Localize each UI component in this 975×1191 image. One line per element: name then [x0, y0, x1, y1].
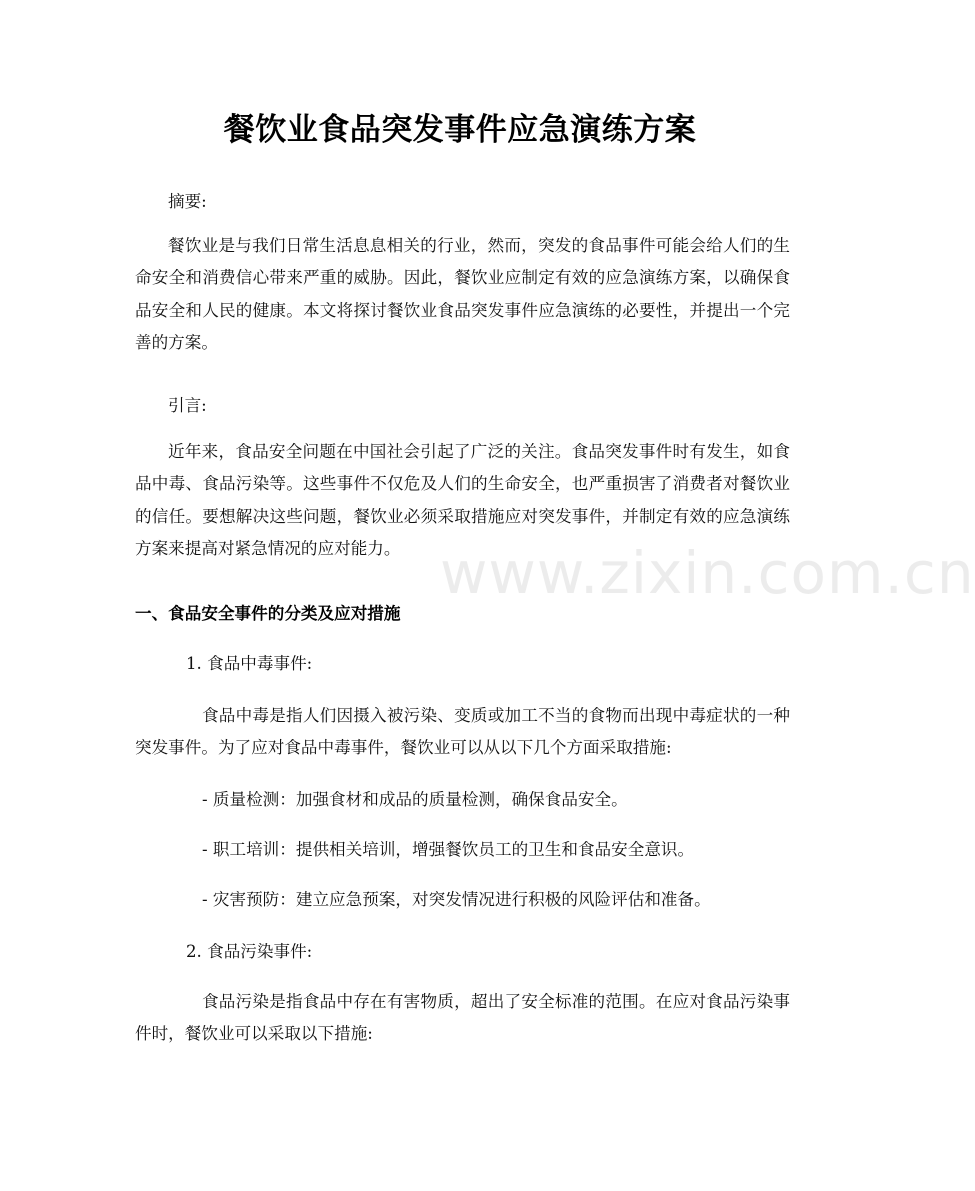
- intro-label: 引言:: [168, 396, 207, 415]
- item2-label: 2. 食品污染事件:: [186, 942, 313, 961]
- watermark: www.zixin.com.cn: [440, 539, 975, 607]
- item2-paragraph: 食品污染是指食品中存在有害物质，超出了安全标准的范围。在应对食品污染事件时，餐饮业可以采取以下措施:: [135, 992, 790, 1044]
- document-title: 餐饮业食品突发事件应急演练方案: [223, 112, 697, 148]
- intro-paragraph: 近年来，食品安全问题在中国社会引起了广泛的关注。食品突发事件时有发生，如食品中毒、食品污染等。这些事件不仅危及人们的生命安全，也严重损害了消费者对餐饮业的信任。要想解决这些问题，餐饮业必须采取措施应对突发事件，并制定有效的应急演练方案来提高对紧急情况的应对能力。: [135, 442, 790, 559]
- bullet-disaster-prevention: - 灾害预防：建立应急预案，对突发情况进行积极的风险评估和准备。: [202, 890, 711, 909]
- bullet-quality-check: - 质量检测：加强食材和成品的质量检测，确保食品安全。: [202, 790, 628, 809]
- section-heading: 一、食品安全事件的分类及应对措施: [135, 604, 401, 623]
- item1-paragraph: 食品中毒是指人们因摄入被污染、变质或加工不当的食物而出现中毒症状的一种突发事件。为了应对食品中毒事件，餐饮业可以从以下几个方面采取措施:: [135, 706, 790, 758]
- item1-label: 1. 食品中毒事件:: [186, 654, 313, 673]
- abstract-label: 摘要:: [168, 192, 207, 211]
- bullet-staff-training: - 职工培训：提供相关培训，增强餐饮员工的卫生和食品安全意识。: [202, 840, 695, 859]
- abstract-paragraph: 餐饮业是与我们日常生活息息相关的行业，然而，突发的食品事件可能会给人们的生命安全和消费信心带来严重的威胁。因此，餐饮业应制定有效的应急演练方案，以确保食品安全和人民的健康。本文将探讨餐饮业食品突发事件应急演练的必要性，并提出一个完善的方案。: [135, 236, 790, 353]
